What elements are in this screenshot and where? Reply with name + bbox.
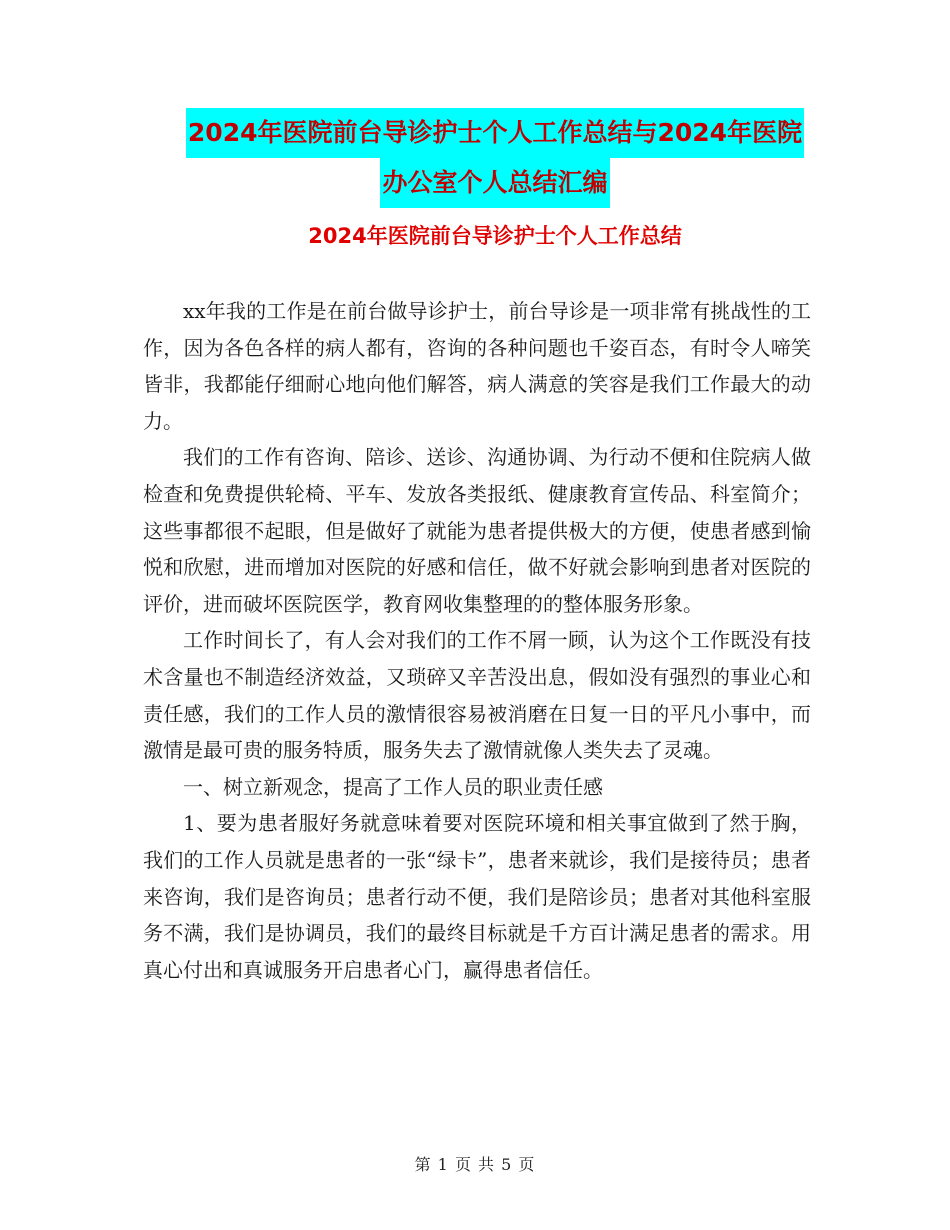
paragraph-3: 工作时间长了，有人会对我们的工作不屑一顾，认为这个工作既没有技术含量也不制造经济效益，又琐碎又辛苦没出息，假如没有强烈的事业心和责任感，我们的工作人员的激情很容易被消磨在日复一日的平凡小事中，而激情是最可贵的服务特质，服务失去了激情就像人类失去了灵魂。 [143,628,811,763]
section-title: 2024年医院前台导诊护士个人工作总结 [308,224,682,248]
page-footer: 第 1 页 共 5 页 [414,1155,536,1174]
document-title-line-1: 2024年医院前台导诊护士个人工作总结与2024年医院 [186,108,804,158]
paragraph-2: 我们的工作有咨询、陪诊、送诊、沟通协调、为行动不便和住院病人做检查和免费提供轮椅、平车、发放各类报纸、健康教育宣传品、科室简介；这些事都很不起眼，但是做好了就能为患者提供极大的方便，使患者感到愉悦和欣慰，进而增加对医院的好感和信任，做不好就会影响到患者对医院的评价，进而破坏医院医学，教育网收集整理的的整体服务形象。 [143,445,811,616]
document-title [145,108,845,208]
subheading-1: 一、树立新观念，提高了工作人员的职业责任感 [183,774,603,799]
paragraph-1: xx年我的工作是在前台做导诊护士，前台导诊是一项非常有挑战性的工作，因为各色各样的病人都有，咨询的各种问题也千姿百态，有时令人啼笑皆非，我都能仔细耐心地向他们解答，病人满意的笑容是我们工作最大的动力。 [143,299,811,433]
paragraph-4: 1、要为患者服好务就意味着要对医院环境和相关事宜做到了然于胸，我们的工作人员就是患者的一张“绿卡”，患者来就诊，我们是接待员；患者来咨询，我们是咨询员；患者行动不便，我们是陪诊员；患者对其他科室服务不满，我们是协调员，我们的最终目标就是千方百计满足患者的需求。用真心付出和真诚服务开启患者心门，赢得患者信任。 [143,811,811,982]
document-title-line-2: 办公室个人总结汇编 [380,158,609,208]
document-body [143,293,811,988]
